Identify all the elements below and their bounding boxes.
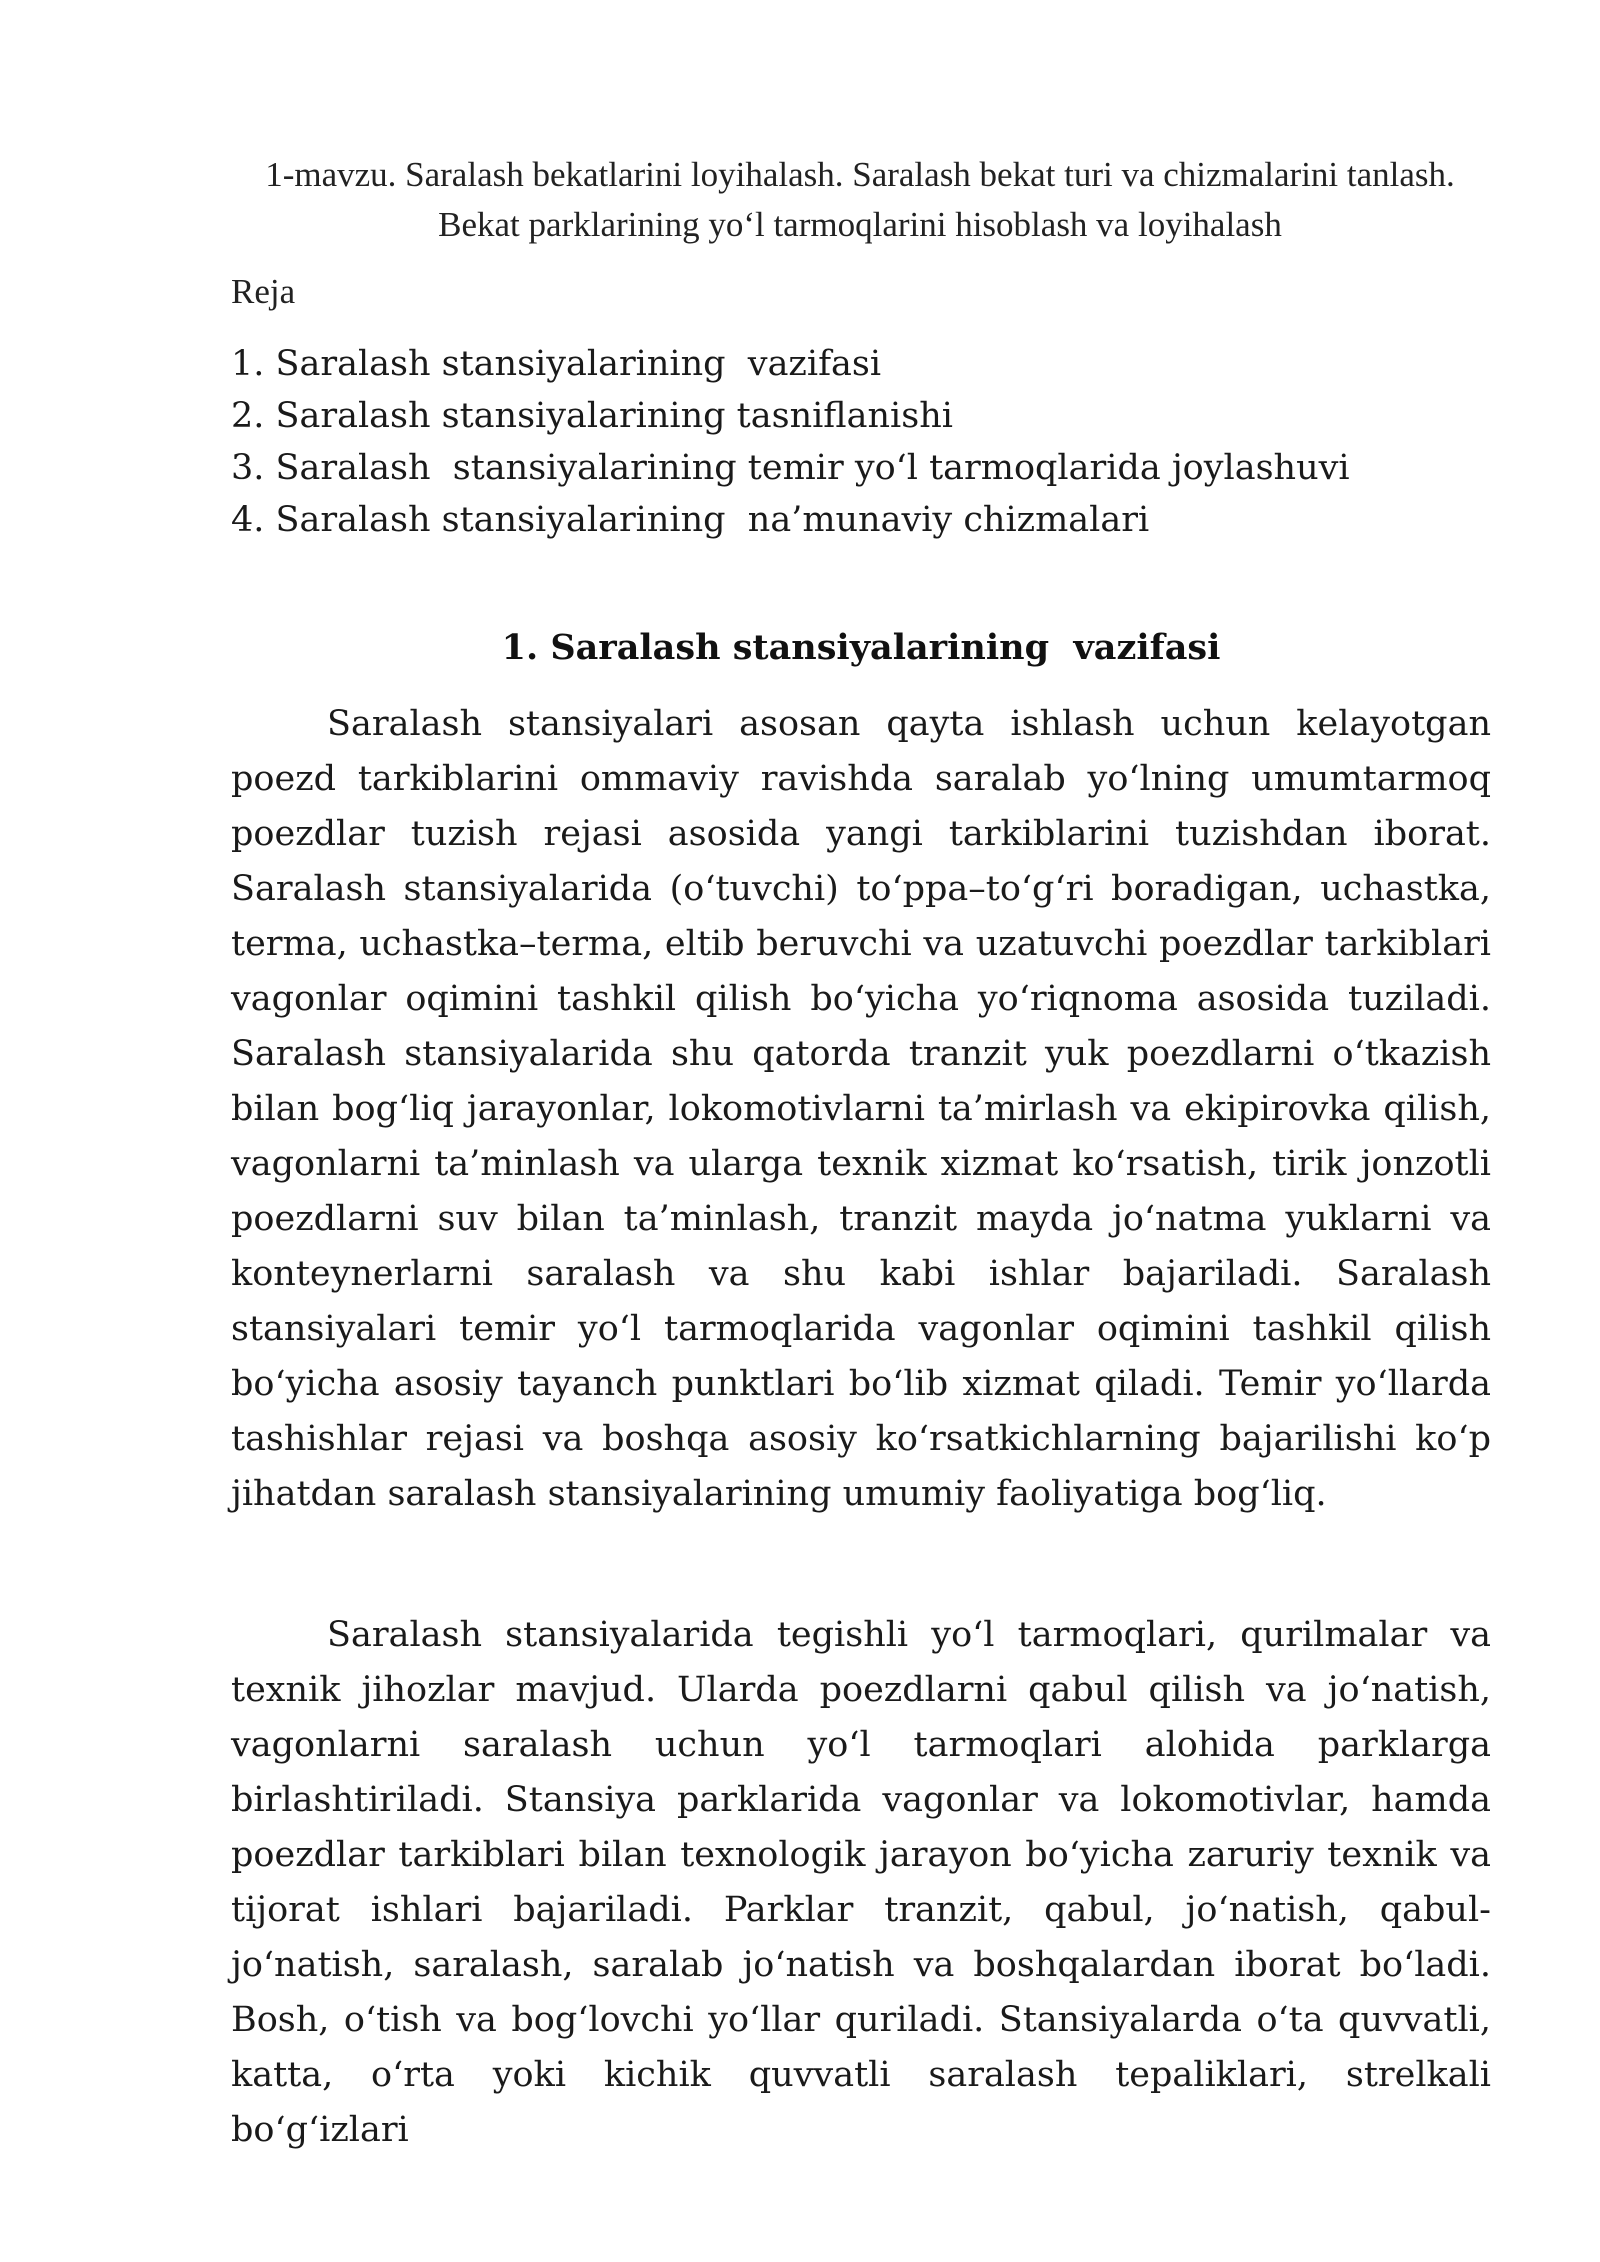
plan-item: 1. Saralash stansiyalarining vazifasi	[231, 344, 882, 384]
body-paragraph: Saralash stansiyalarida tegishli yo‘l tarmoqlari, qurilmalar va texnik jihozlar mavjud. Ularda poezdlarni qabul qilish va jo‘natish, vagonlarni saralash uchun yo‘l tarmoqlari alohida parklarga birlashtiriladi. Stansiya parklarida vagonlar va lokomotivlar, hamda poezdlar tarkiblari bilan texnologik jarayon bo‘yicha zaruriy texnik va tijorat ishlari bajariladi. Parklar tranzit, qabul, jo‘natish, qabul-jo‘natish, saralash, saralab jo‘natish va boshqalardan iborat bo‘ladi. Bosh, o‘tish va bog‘lovchi yo‘llar quriladi. Stansiyalarda o‘ta quvvatli, katta, o‘rta yoki kichik quvvatli saralash tepaliklari, strelkali bo‘g‘izlari	[231, 1615, 1491, 2150]
topic-title: 1-mavzu. Saralash bekatlarini loyihalash. Saralash bekat turi va chizmalarini tanlash. Bekat parklarining yo‘l tarmoqlarini hisoblash va loyihalash	[265, 155, 1455, 244]
plan-label: Reja	[231, 272, 296, 311]
plan-list	[231, 338, 1350, 546]
body-paragraph: Saralash stansiyalari asosan qayta ishlash uchun kelayotgan poezd tarkiblarini ommaviy ravishda saralab yo‘lning umumtarmoq poezdlar tuzish rejasi asosida yangi tarkiblarini tuzishdan iborat. Saralash stansiyalarida (o‘tuvchi) to‘ppa–to‘g‘ri boradigan, uchastka, terma, uchastka–terma, eltib beruvchi va uzatuvchi poezdlar tarkiblari vagonlar oqimini tashkil qilish bo‘yicha yo‘riqnoma asosida tuziladi. Saralash stansiyalarida shu qatorda tranzit yuk poezdlarni o‘tkazish bilan bog‘liq jarayonlar, lokomotivlarni ta’mirlash va ekipirovka qilish, vagonlarni ta’minlash va ularga texnik xizmat ko‘rsatish, tirik jonzotli poezdlarni suv bilan ta’minlash, tranzit mayda jo‘natma yuklarni va konteynerlarni saralash va shu kabi ishlar bajariladi. Saralash stansiyalari temir yo‘l tarmoqlarida vagonlar oqimini tashkil qilish bo‘yicha asosiy tayanch punktlari bo‘lib xizmat qiladi. Temir yo‘llarda tashishlar rejasi va boshqa asosiy ko‘rsatkichlarning bajarilishi ko‘p jihatdan saralash stansiyalarining umumiy faoliyatiga bog‘liq.	[231, 704, 1491, 1514]
plan-item: 2. Saralash stansiyalarining tasniflanishi	[231, 396, 953, 436]
section-heading: 1. Saralash stansiyalarining vazifasi	[501, 627, 1221, 668]
plan-item: 3. Saralash stansiyalarining temir yo‘l tarmoqlarida joylashuvi	[231, 448, 1350, 488]
plan-item: 4. Saralash stansiyalarining na’munaviy chizmalari	[231, 500, 1150, 540]
